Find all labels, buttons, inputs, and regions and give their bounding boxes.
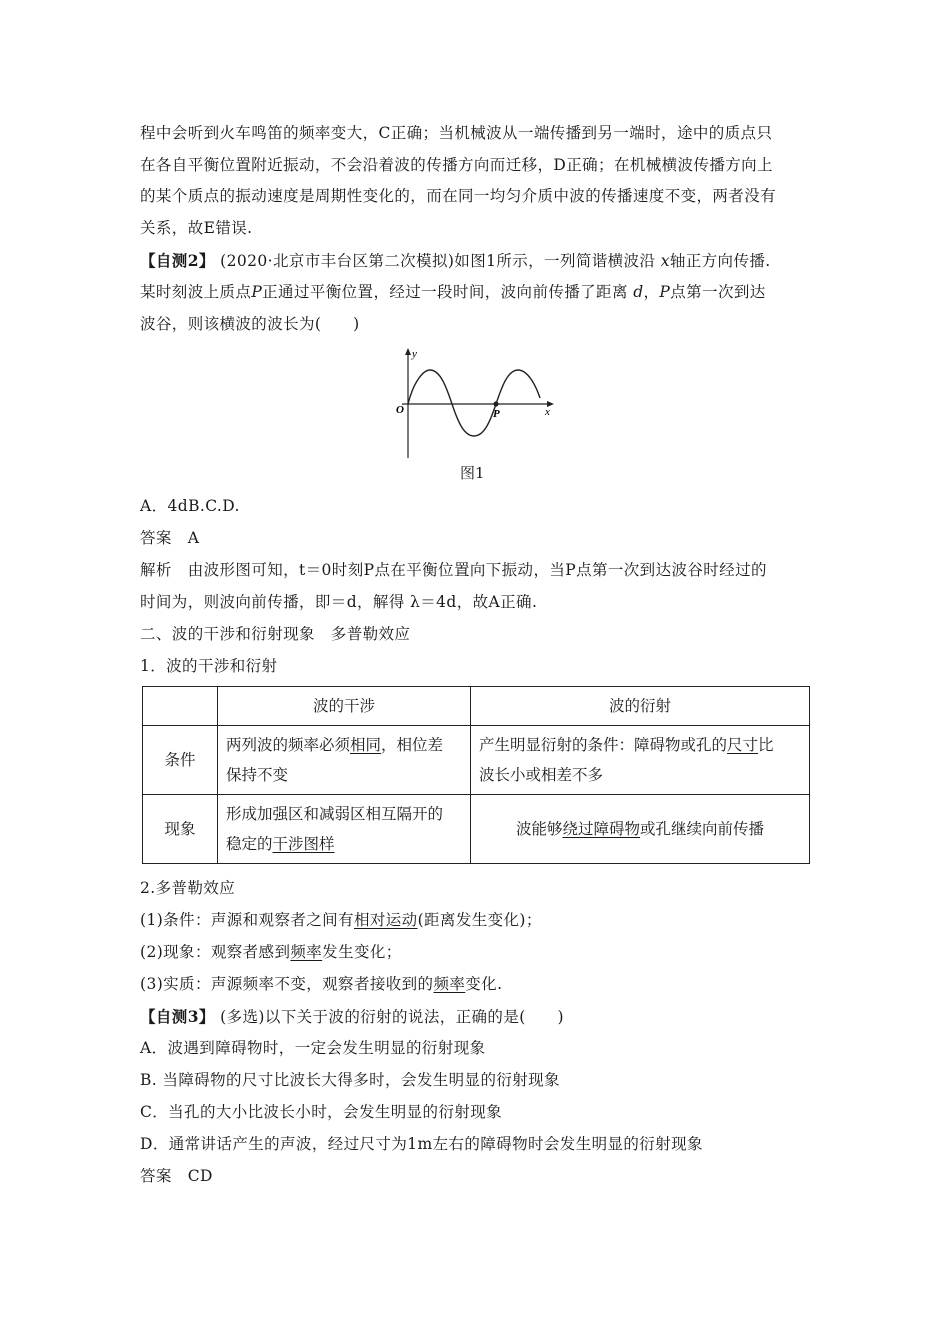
question-2-line-3: 波谷，则该横波的波长为( ) [140,315,360,333]
paragraph-line: 程中会听到火车鸣笛的频率变大，C正确；当机械波从一端传播到另一端时，途中的质点只 [140,124,773,142]
subsection-heading: 2.多普勒效应 [140,879,236,897]
table-header-cell [143,687,218,726]
paragraph-line: 的某个质点的振动速度是周期性变化的，而在同一均匀介质中波的传播速度不变，两者没有 [140,187,777,205]
table-row [143,726,810,795]
wave-figure [390,346,560,460]
table-header-cell: 波的衍射 [471,687,810,726]
option-b: B. 当障碍物的尺寸比波长大得多时，会发生明显的衍射现象 [140,1071,560,1089]
point-p-label: P [493,408,500,420]
wave-curve [408,370,540,436]
doppler-item: (1)条件：声源和观察者之间有相对运动(距离发生变化)； [140,911,542,929]
y-axis-arrow [405,348,411,355]
question-2-line-2: 某时刻波上质点P正通过平衡位置，经过一段时间，波向前传播了距离 d，P点第一次到达 [140,283,766,301]
question-tag: 【自测3】 [140,1007,215,1026]
row-label: 条件 [143,726,218,795]
paragraph-line: 在各自平衡位置附近振动，不会沿着波的传播方向而迁移，D正确；在机械横波传播方向上 [140,156,773,174]
question-2-line-1: 【自测2】 (2020·北京市丰台区第二次模拟)如图1所示，一列简谐横波沿 x轴正方向传播. [140,251,771,270]
paragraph-line: 关系，故E错误. [140,219,253,237]
x-axis-label: x [545,406,550,418]
table-cell: 形成加强区和减弱区相互隔开的 稳定的干涉图样 [218,795,471,864]
question-2-options: A．4dB.C.D. [140,497,240,515]
option-a: A．波遇到障碍物时，一定会发生明显的衍射现象 [140,1039,486,1057]
question-3-stem: 【自测3】 (多选)以下关于波的衍射的说法，正确的是( ) [140,1007,564,1026]
doppler-item: (3)实质：声源频率不变，观察者接收到的频率变化. [140,975,503,993]
option-d: D．通常讲话产生的声波，经过尺寸为1m左右的障碍物时会发生明显的衍射现象 [140,1135,703,1153]
point-p-marker [493,401,498,406]
table-header-row [143,687,810,726]
row-label: 现象 [143,795,218,864]
table-cell: 两列波的频率必须相同，相位差 保持不变 [218,726,471,795]
table-header-cell: 波的干涉 [218,687,471,726]
question-2-answer: 答案 A [140,529,200,547]
comparison-table [142,686,810,864]
option-c: C．当孔的大小比波长小时，会发生明显的衍射现象 [140,1103,503,1121]
table-cell: 产生明显衍射的条件：障碍物或孔的尺寸比 波长小或相差不多 [471,726,810,795]
question-2-analysis-line-1: 解析 由波形图可知，t＝0时刻P点在平衡位置向下振动，当P点第一次到达波谷时经过的 [140,561,767,579]
y-axis-label: y [412,348,417,360]
section-heading: 二、波的干涉和衍射现象 多普勒效应 [140,625,411,643]
question-3-answer: 答案 CD [140,1167,213,1185]
table-row [143,795,810,864]
question-2-analysis-line-2: 时间为，则波向前传播，即＝d，解得 λ＝4d，故A正确. [140,593,538,611]
doppler-item: (2)现象：观察者感到频率发生变化； [140,943,402,961]
subsection-heading: 1．波的干涉和衍射 [140,657,278,675]
figure-caption: 图1 [460,464,485,482]
origin-label: O [396,404,404,416]
table-cell: 波能够绕过障碍物或孔继续向前传播 [471,795,810,864]
question-tag: 【自测2】 [140,251,215,270]
